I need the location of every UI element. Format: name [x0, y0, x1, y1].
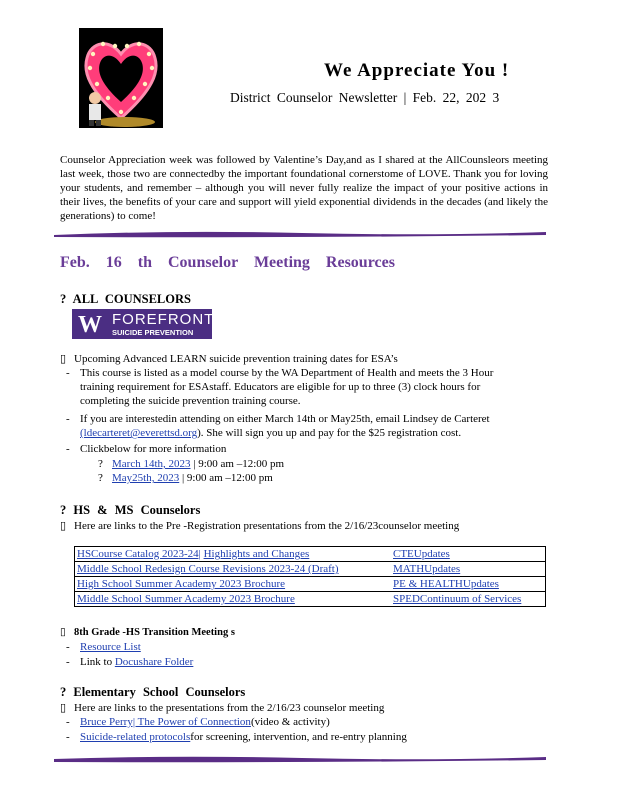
highlights-link[interactable]: Highlights and Changes [203, 548, 310, 560]
bruce-perry-item [66, 715, 330, 729]
hs-course-catalog-link[interactable]: HSCourse Catalog 2023-24| [77, 548, 201, 560]
dash-bullet-icon: - [66, 656, 70, 668]
forefront-logo-sub: SUICIDE PREVENTION [112, 328, 194, 337]
table-row [75, 562, 546, 577]
all-counselors-heading: ? ALL COUNSELORS [60, 292, 191, 306]
hs-ms-intro [60, 519, 459, 533]
elementary-intro-text: Here are links to the presentations from the 2/16/23 counselor meeting [74, 702, 385, 714]
forefront-logo-text: FOREFRONT [112, 311, 215, 328]
bruce-perry-link[interactable]: Bruce Perry| The Power of Connection [80, 716, 251, 728]
suicide-protocols-link[interactable]: Suicide-related protocols [80, 731, 191, 743]
dash-bullet-icon: - [66, 367, 70, 379]
email-link[interactable]: (ldecarteret@everettsd.org [80, 427, 198, 439]
table-row [75, 547, 546, 562]
docushare-link[interactable]: Docushare Folder [114, 656, 194, 668]
cte-updates-link[interactable]: CTEUpdates [393, 548, 450, 560]
square-bullet-icon: ▯ [60, 702, 67, 714]
training-item-1 [66, 366, 546, 408]
square-bullet-icon: ▯ [60, 353, 67, 365]
date-bullet-icon: ? [98, 472, 103, 484]
training-item-2-tail: ). She will sign you up and pay for the $25 registration cost. [197, 427, 462, 439]
pe-health-updates-link[interactable]: PE & HEALTHUpdates [393, 578, 499, 590]
section-title: Feb. 16 th Counselor Meeting Resources [60, 254, 395, 271]
table-row [75, 577, 546, 592]
date-1-time: | 9:00 am –12:00 pm [193, 458, 285, 470]
date-row-2 [98, 471, 273, 485]
math-updates-link[interactable]: MATHUpdates [393, 563, 461, 575]
newsletter-subtitle: District Counselor Newsletter | Feb. 22, 202 3 [230, 90, 500, 105]
transition-heading-text: 8th Grade -HS Transition Meeting s [74, 627, 235, 638]
elementary-heading: ? Elementary School Counselors [60, 685, 246, 699]
dash-bullet-icon: - [66, 443, 70, 455]
dash-bullet-icon: - [66, 716, 70, 728]
heart-marquee-image [79, 28, 163, 128]
dash-bullet-icon: - [66, 641, 70, 653]
square-bullet-icon: ▯ [60, 627, 66, 638]
transition-heading [60, 626, 235, 640]
suicide-protocols-tail: for screening, intervention, and re-entry planning [190, 731, 407, 743]
dash-bullet-icon: - [66, 413, 70, 425]
training-bullet-text: Upcoming Advanced LEARN suicide prevention training dates for ESA’s [74, 353, 398, 365]
training-bullet [60, 352, 398, 366]
training-item-3 [66, 442, 226, 456]
suicide-protocols-item [66, 730, 407, 744]
training-item-3-text: Clickbelow for more information [80, 443, 227, 455]
presentation-links-table [74, 546, 546, 607]
training-item-2-text: If you are interestedin attending on either March 14th or May25th, email Lindsey de Carteret [80, 413, 490, 425]
date-bullet-icon: ? [98, 458, 103, 470]
elementary-intro [60, 701, 384, 715]
resource-list-item [66, 640, 141, 654]
bruce-perry-tail: (video & activity) [250, 716, 330, 728]
ms-redesign-link[interactable]: Middle School Redesign Course Revisions 2023-24 (Draft) [77, 563, 339, 575]
newsletter-title: We Appreciate You ! [324, 60, 510, 81]
square-bullet-icon: ▯ [60, 520, 67, 532]
w-logo-icon: W [78, 312, 102, 338]
dash-bullet-icon: - [66, 731, 70, 743]
forefront-logo[interactable] [72, 309, 215, 339]
hs-summer-academy-link[interactable]: High School Summer Academy 2023 Brochure [77, 578, 286, 590]
divider-swoosh-bottom [52, 754, 548, 764]
resource-list-link[interactable]: Resource List [80, 641, 141, 653]
may-25-link[interactable]: May25th, 2023 [112, 472, 180, 484]
training-item-1-text: This course is listed as a model course by the WA Department of Health and meets the 3 Hour training requirement for ESAstaff. Educators are eligible for up to three (3) clock hours for completing the suicide prevention training course. [80, 367, 494, 407]
hs-ms-heading: ? HS & MS Counselors [60, 503, 201, 517]
training-item-2 [66, 412, 546, 440]
ms-summer-academy-link[interactable]: Middle School Summer Academy 2023 Brochure [77, 593, 295, 605]
intro-paragraph: Counselor Appreciation week was followed by Valentine’s Day,and as I shared at the AllCounsleors meeting last week, those two are connectedby the important foundational cornerstome of LOVE. Thank you for loving your students, and remember – although you will never fully realize the impact of your positive actions in their lives, the benefits of your care and support will yield exponential dividends in the decades (and likely the generations) to come! [60, 154, 548, 222]
docushare-item [66, 655, 193, 669]
march-14-link[interactable]: March 14th, 2023 [112, 458, 191, 470]
date-2-time: | 9:00 am –12:00 pm [181, 472, 273, 484]
sped-continuum-link[interactable]: SPEDContinuum of Services [393, 593, 522, 605]
table-row [75, 592, 546, 607]
date-row-1 [98, 457, 284, 471]
link-to-text: Link to [80, 656, 113, 668]
hs-ms-intro-text: Here are links to the Pre -Registration presentations from the 2/16/23counselor meeting [74, 520, 460, 532]
divider-swoosh-top [52, 229, 548, 239]
